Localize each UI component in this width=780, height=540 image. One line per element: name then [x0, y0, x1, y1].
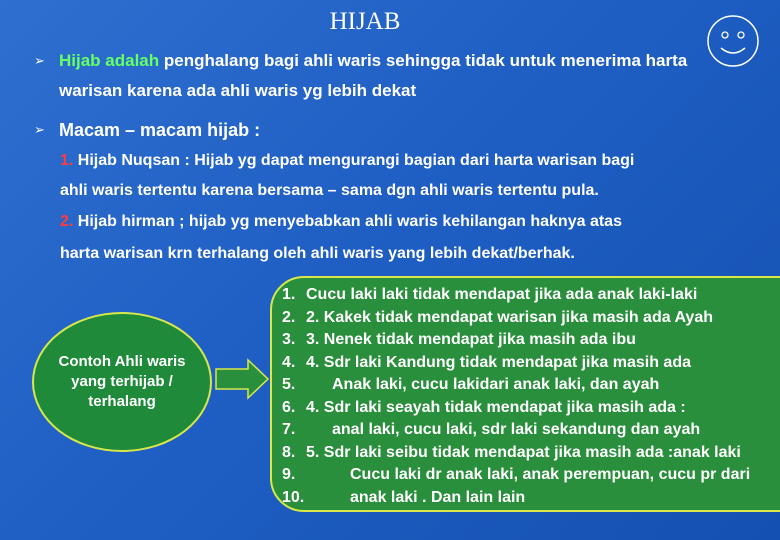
smiley-icon [706, 14, 760, 68]
page-title: HIJAB [329, 8, 401, 35]
list-item-number: 4. [282, 353, 296, 371]
list-item-text: 2. Kakek tidak mendapat warisan jika masih ada Ayah [306, 308, 713, 326]
definition-line-1 [59, 44, 687, 78]
item-hijab-hirman-cont: harta warisan krn terhalang oleh ahli waris yang lebih dekat/berhak. [60, 245, 575, 262]
list-item-number: 9. [282, 466, 296, 483]
definition-rest: penghalang bagi ahli waris sehingga tidak untuk menerima harta [159, 51, 688, 70]
list-item-number: 7. [282, 421, 296, 438]
item-hijab-nuqsan [60, 146, 634, 176]
list-item-text: 3. Nenek tidak mendapat jika masih ada ibu [306, 331, 636, 348]
list-item-number: 10. [282, 488, 305, 506]
contoh-line-2: yang terhijab / [71, 373, 173, 390]
item-number: 1. [60, 152, 74, 169]
contoh-line-1: Contoh Ahli waris [58, 353, 186, 370]
list-item-text: anak laki . Dan lain lain [350, 488, 526, 506]
contoh-ellipse [32, 312, 212, 452]
bullet-arrow-icon: ➢ [34, 53, 45, 68]
list-item-text: Cucu laki laki tidak mendapat jika ada anak laki-laki [306, 286, 698, 303]
right-arrow-icon [214, 357, 270, 401]
list-item-text: 5. Sdr laki seibu tidak mendapat jika masih ada :anak laki [306, 443, 741, 461]
list-item-number: 2. [282, 308, 296, 326]
list-item-number: 1. [282, 286, 296, 303]
list-item-text: 4. Sdr laki Kandung tidak mendapat jika masih ada [306, 353, 691, 371]
item-number: 2. [60, 213, 74, 230]
item-hijab-nuqsan-cont: ahli waris tertentu karena bersama – sama dgn ahli waris tertentu pula. [60, 182, 599, 199]
item-line-1: Hijab Nuqsan : Hijab yg dapat mengurangi bagian dari harta warisan bagi [73, 152, 635, 169]
definition-lead: Hijab adalah [59, 51, 160, 70]
list-item-number: 6. [282, 398, 296, 416]
item-line-1: Hijab hirman ; hijab yg menyebabkan ahli waris kehilangan haknya atas [73, 213, 622, 230]
examples-box [270, 276, 780, 512]
list-item-number: 8. [282, 443, 296, 461]
list-item-text: Cucu laki dr anak laki, anak perempuan, cucu pr dari [350, 466, 751, 483]
list-item-text: anal laki, cucu laki, sdr laki sekandung dan ayah [332, 421, 701, 438]
item-hijab-hirman [60, 207, 622, 237]
list-item-text: 4. Sdr laki seayah tidak mendapat jika masih ada : [306, 398, 686, 416]
contoh-line-3: terhalang [88, 393, 156, 410]
bullet-arrow-icon: ➢ [34, 122, 45, 137]
list-item-number: 5. [282, 376, 296, 393]
list-item-number: 3. [282, 331, 296, 348]
definition-line-2: warisan karena ada ahli waris yg lebih dekat [59, 81, 417, 100]
list-item-text: Anak laki, cucu lakidari anak laki, dan ayah [332, 376, 660, 393]
types-heading: Macam – macam hijab : [59, 120, 261, 140]
